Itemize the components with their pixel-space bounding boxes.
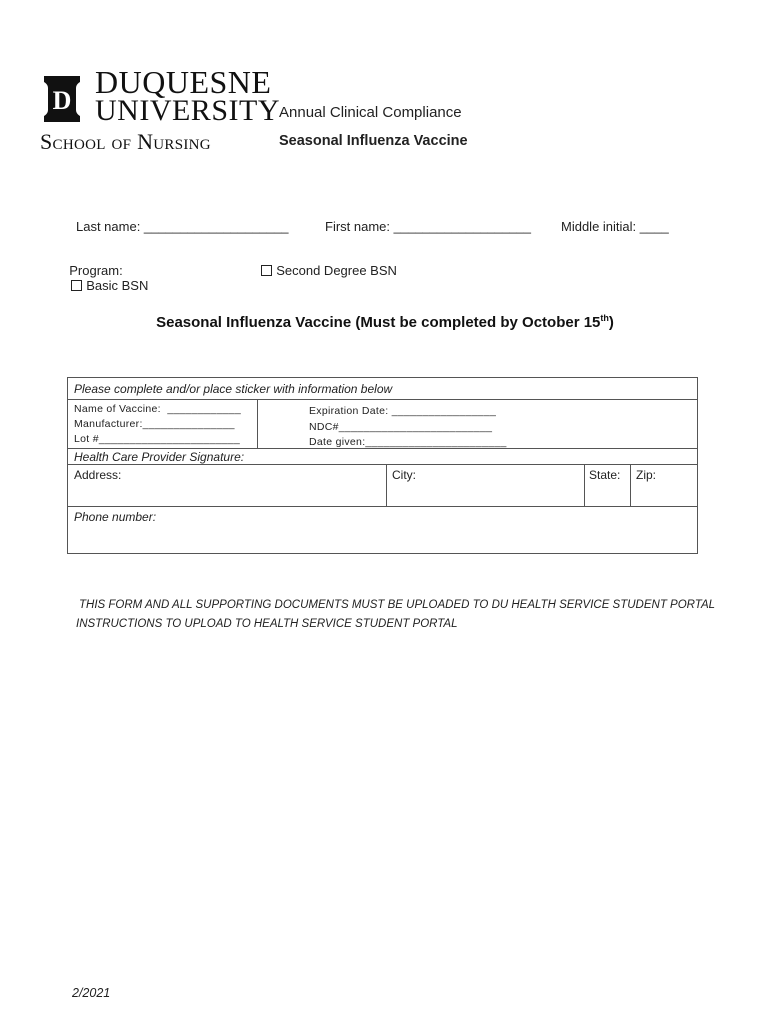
city-field[interactable]: City: [392, 468, 416, 482]
state-field[interactable]: State: [589, 468, 621, 482]
logo-text-duquesne: DUQUESNE [95, 64, 272, 100]
basic-bsn-label: Basic BSN [86, 278, 149, 293]
lot-number-field[interactable]: Lot #_______________________ [74, 433, 241, 445]
svg-text:D: D [52, 86, 72, 115]
ndc-field[interactable]: NDC#_________________________ [309, 421, 493, 433]
second-degree-bsn-label: Second Degree BSN [276, 263, 397, 278]
manufacturer-field[interactable]: Manufacturer:_______________ [74, 418, 235, 430]
section-title: Seasonal Influenza Vaccine (Must be completed by October 15th) [156, 313, 614, 331]
expiration-date-field[interactable]: Expiration Date: _________________ [309, 405, 497, 417]
zip-field[interactable]: Zip: [636, 468, 657, 482]
vaccine-name-field[interactable]: Name of Vaccine: ____________ [74, 403, 242, 415]
upload-notice: THIS FORM AND ALL SUPPORTING DOCUMENTS MUST BE UPLOADED TO DU HEALTH SERVICE STUDENT PORTAL [79, 599, 716, 611]
vaccine-info-box [67, 377, 698, 554]
program-label: Program: [69, 263, 123, 278]
middle-initial-field[interactable]: Middle initial: ____ [561, 219, 669, 234]
upload-instructions: INSTRUCTIONS TO UPLOAD TO HEALTH SERVICE STUDENT PORTAL [76, 618, 458, 630]
phone-number-field[interactable]: Phone number: [74, 510, 157, 524]
basic-bsn-checkbox[interactable] [71, 280, 82, 291]
first-name-field[interactable]: First name: ___________________ [325, 219, 531, 234]
address-field[interactable]: Address: [74, 468, 122, 482]
instruction-text: Please complete and/or place sticker with information below [74, 382, 393, 396]
header-title: Annual Clinical Compliance [279, 104, 462, 121]
date-given-field[interactable]: Date given:_______________________ [309, 436, 507, 448]
header-subtitle: Seasonal Influenza Vaccine [279, 133, 468, 149]
second-degree-option [252, 248, 397, 278]
second-degree-bsn-checkbox[interactable] [261, 265, 272, 276]
revision-date: 2/2021 [72, 986, 111, 1000]
logo-text-school-of-nursing: School of Nursing [40, 129, 211, 154]
logo-text-university: UNIVERSITY [95, 94, 280, 127]
university-logo-emblem [42, 74, 82, 124]
provider-signature-field[interactable]: Health Care Provider Signature: [74, 450, 245, 464]
last-name-field[interactable]: Last name: ____________________ [76, 219, 289, 234]
program-row [62, 248, 148, 293]
